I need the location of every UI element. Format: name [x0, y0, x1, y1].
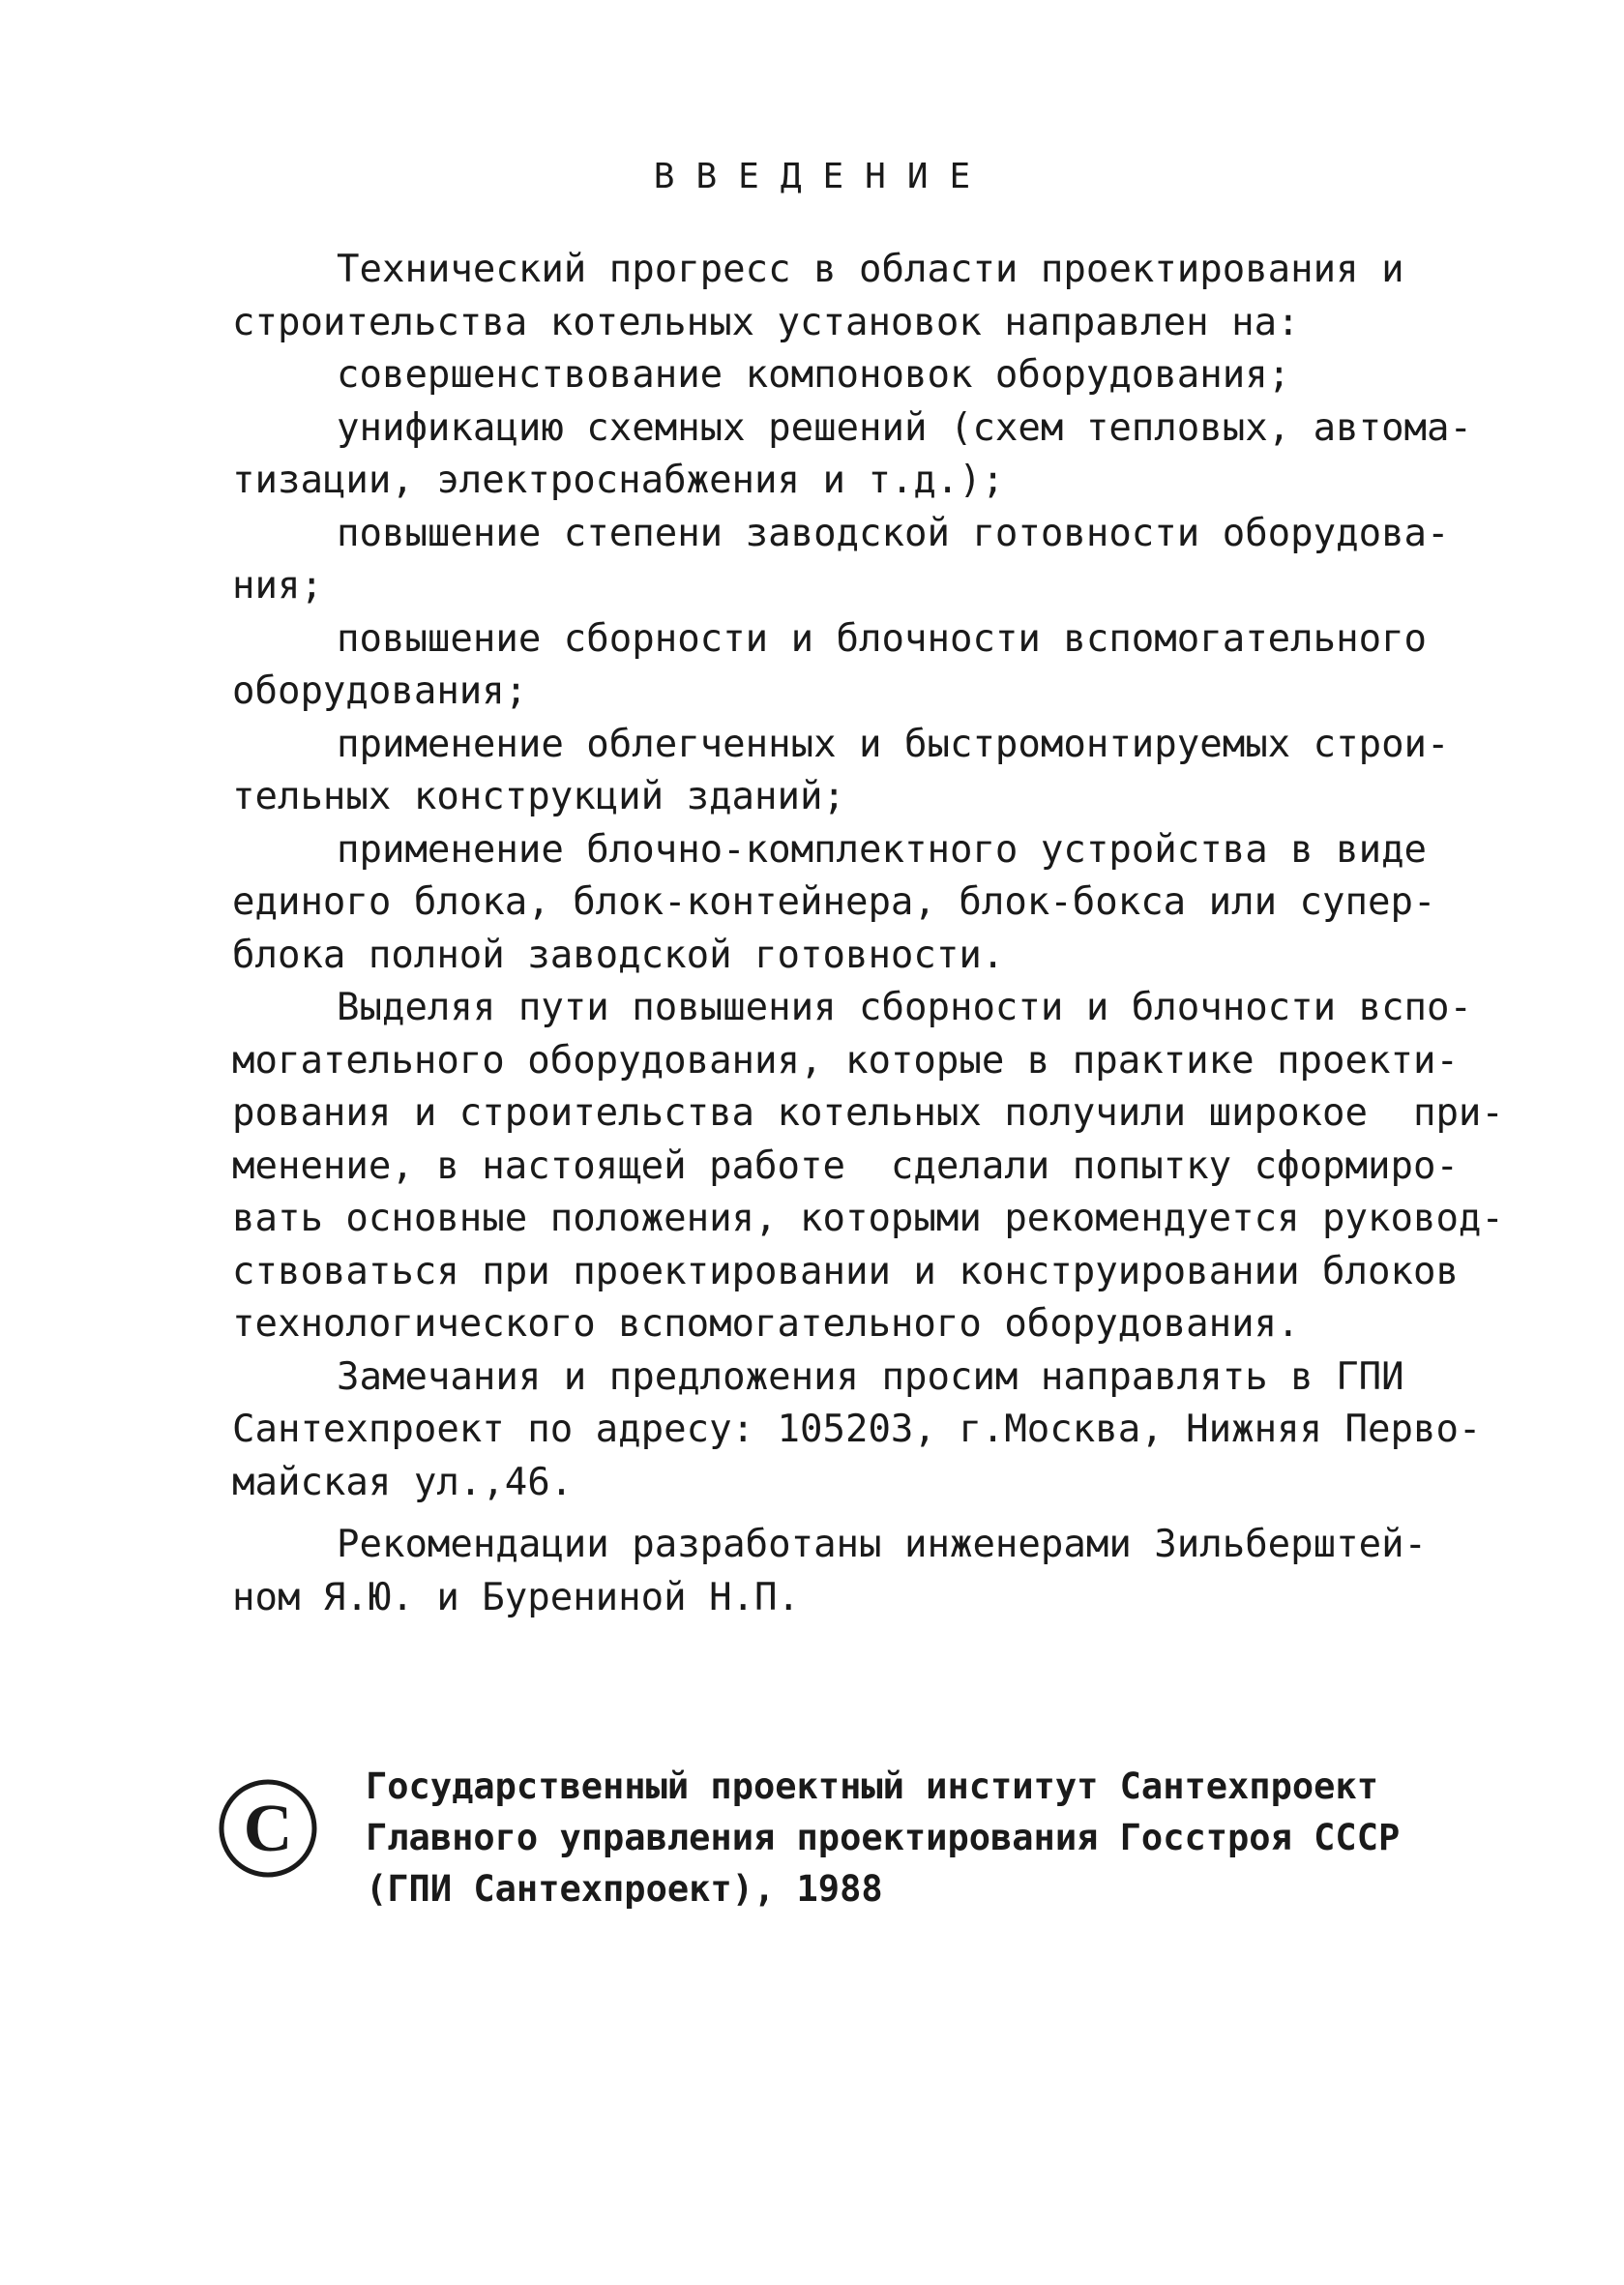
text-line: рования и строительства котельных получили широкое при- [232, 1091, 1504, 1135]
list-item-line: единого блока, блок-контейнера, блок-бокса или супер- [232, 880, 1436, 924]
text-line: майская ул.,46. [232, 1460, 574, 1504]
copyright-icon [215, 1775, 321, 1882]
text-line: Сантехпроект по адресу: 105203, г.Москва, Нижняя Перво- [232, 1408, 1482, 1451]
list-item-line: повышение сборности и блочности вспомогательного [337, 616, 1428, 661]
text-line: Рекомендации разработаны инженерами Зильберштей- [337, 1523, 1428, 1566]
list-item-line: оборудования; [232, 669, 528, 713]
text-line: Выделяя пути повышения сборности и блочности вспо- [337, 986, 1472, 1029]
list-item-line: унификацию схемных решений (схем тепловых, автома- [337, 405, 1472, 450]
text-line: Технический прогресс в области проектирования и [337, 248, 1404, 291]
list-item-line: блока полной заводской готовности. [232, 933, 1005, 977]
text-line: вать основные положения, которыми рекомендуется руковод- [232, 1197, 1504, 1240]
text-line: технологического вспомогательного оборудования. [232, 1302, 1300, 1346]
list-item-line: совершенствование компоновок оборудования; [337, 353, 1291, 397]
text-line: строительства котельных установок направлен на: [232, 300, 1300, 344]
text-line: ном Я.Ю. и Бурениной Н.П. [232, 1575, 800, 1619]
text-line: ствоваться при проектировании и конструировании блоков [232, 1249, 1459, 1293]
list-item-line: повышение степени заводской готовности оборудова- [337, 511, 1450, 555]
text-line: менение, в настоящей работе сделали попытку сформиро- [232, 1143, 1459, 1188]
publisher-block [366, 1761, 1478, 1914]
text-line: Замечания и предложения просим направлять в ГПИ [337, 1354, 1404, 1399]
list-item-line: ния; [232, 564, 323, 608]
list-item-line: тизации, электроснабжения и т.д.); [232, 459, 1005, 502]
introduction-body [232, 244, 1504, 1624]
text-line: могательного оборудования, которые в практике проекти- [232, 1038, 1459, 1083]
copyright-letter: C [243, 1792, 293, 1866]
list-item-line: применение облегченных и быстромонтируемых строи- [337, 722, 1450, 766]
publisher-line: Государственный проектный институт Сантехпроект [366, 1766, 1378, 1807]
publisher-line: (ГПИ Сантехпроект), 1988 [366, 1868, 883, 1910]
publisher-line: Главного управления проектирования Госстроя СССР [366, 1817, 1401, 1858]
page-title: ВВЕДЕНИЕ [653, 157, 992, 196]
list-item-line: применение блочно-комплектного устройства в виде [337, 827, 1428, 872]
list-item-line: тельных конструкций зданий; [232, 775, 845, 818]
